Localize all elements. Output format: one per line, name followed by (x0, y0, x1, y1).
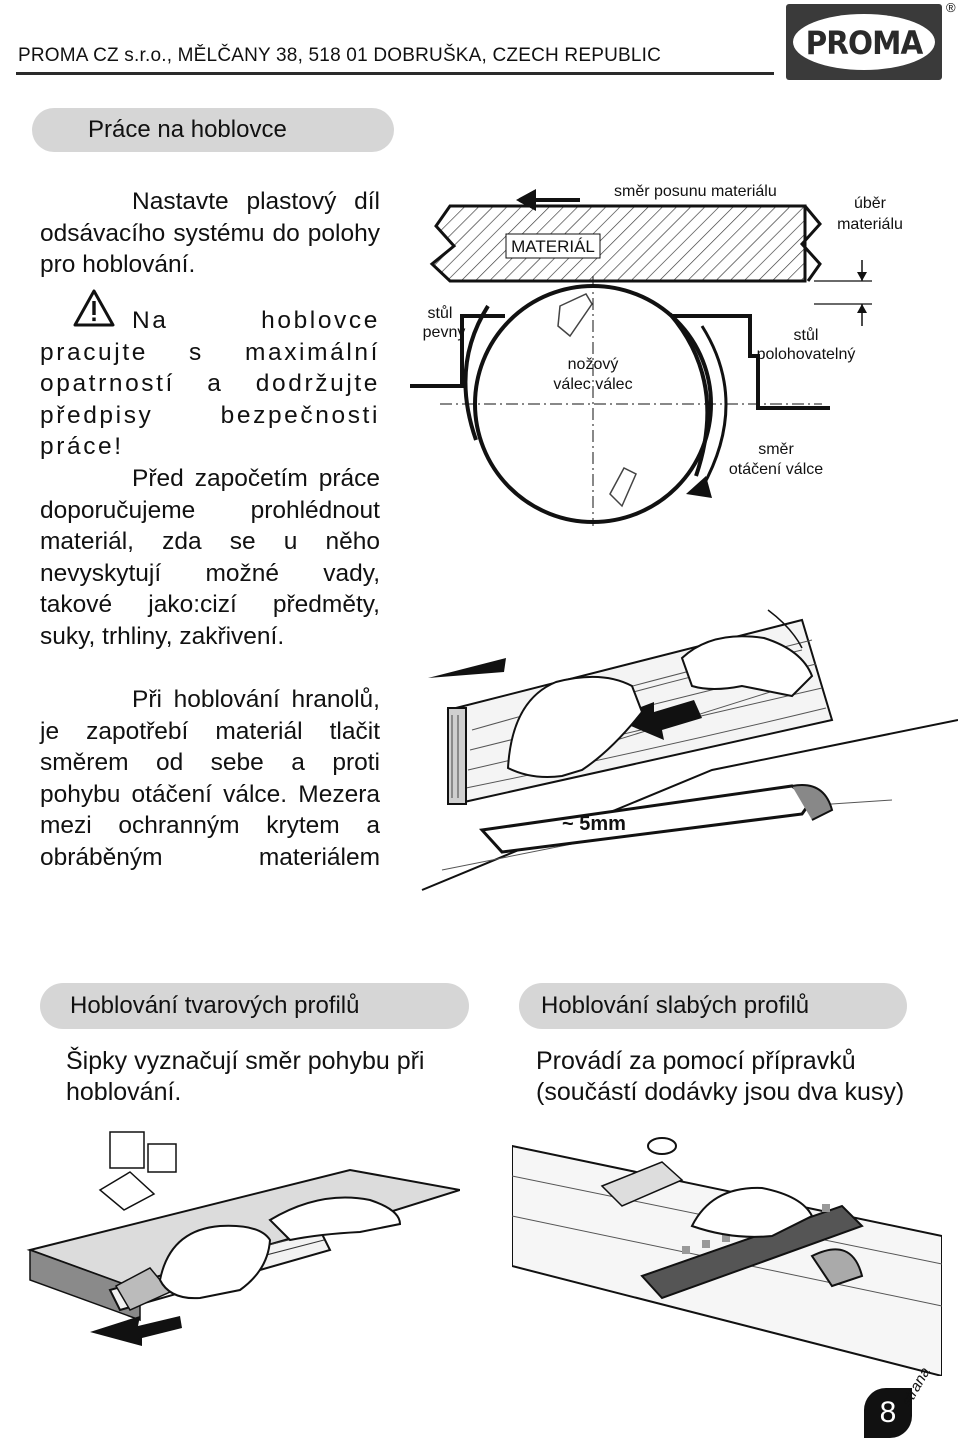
rotation-label-2: otáčení válce (728, 461, 824, 478)
warning-text: Na hoblovce pracujte s maximální opatrností a dodržujte předpisy bezpečnosti práce! (40, 307, 380, 461)
removal-label-2: materiálu (837, 216, 903, 233)
page-word: strana (898, 1364, 934, 1409)
cutter-label-1: nožový (567, 356, 619, 373)
feed-arrow (90, 1316, 182, 1346)
rotation-label-1: směr (758, 441, 794, 458)
thin-profile-planing-illustration (512, 1116, 942, 1376)
intro-text: Nastavte plastový díl odsávacího systému do polohy pro hoblování. (40, 188, 380, 279)
adjustable-table-label-2: polohovatelný (756, 346, 856, 363)
gap-label: ~ 5mm (562, 813, 626, 835)
registered-mark: ® (946, 0, 956, 15)
fixed-table-label-2: pevný (422, 324, 466, 341)
proma-logo (786, 4, 942, 80)
thin-profiles-text: Provádí za pomocí přípravků (součástí dodávky jsou dva kusy) (536, 1047, 905, 1106)
pushing-text: Při hoblování hranolů, je zapotřebí materiál tlačit směrem od sebe a proti pohybu otáčení válce. Mezera mezi ochranným krytem a obráběným materiálem (40, 686, 380, 871)
inspection-text: Před započetím práce doporučujeme prohlédnout materiál, zda se u něho nevyskytují možné vady, takové jako:cizí předměty, suky, trhliny, zakřivení. (40, 465, 380, 650)
section-title-planing: Práce na hoblovce (32, 108, 394, 152)
feed-direction-label: směr posunu materiálu (614, 183, 777, 200)
header-divider (16, 72, 774, 75)
material-board (432, 206, 805, 281)
adjustable-table-label-1: stůl (793, 327, 819, 344)
section-title-thin-profiles: Hoblování slabých profilů (519, 983, 907, 1029)
planer-cross-section-diagram (410, 176, 950, 526)
logo-text: PROMA (805, 24, 923, 62)
section-title-shaped-profiles: Hoblování tvarových profilů (40, 983, 469, 1029)
removal-label-1: úběr (853, 195, 887, 212)
hands-pushing-board-illustration (412, 600, 958, 900)
shaped-profiles-text: Šipky vyznačují směr pohybu při hoblování. (66, 1047, 425, 1106)
cutter-label-2: válec válec (553, 376, 633, 393)
fixed-table-label-1: stůl (427, 305, 453, 322)
material-label: MATERIÁL (511, 237, 595, 256)
page-number: 8 (864, 1388, 912, 1438)
shaped-profile-planing-illustration (20, 1120, 460, 1360)
company-address: PROMA CZ s.r.o., MĚLČANY 38, 518 01 DOBRUŠKA, CZECH REPUBLIC (18, 45, 662, 66)
